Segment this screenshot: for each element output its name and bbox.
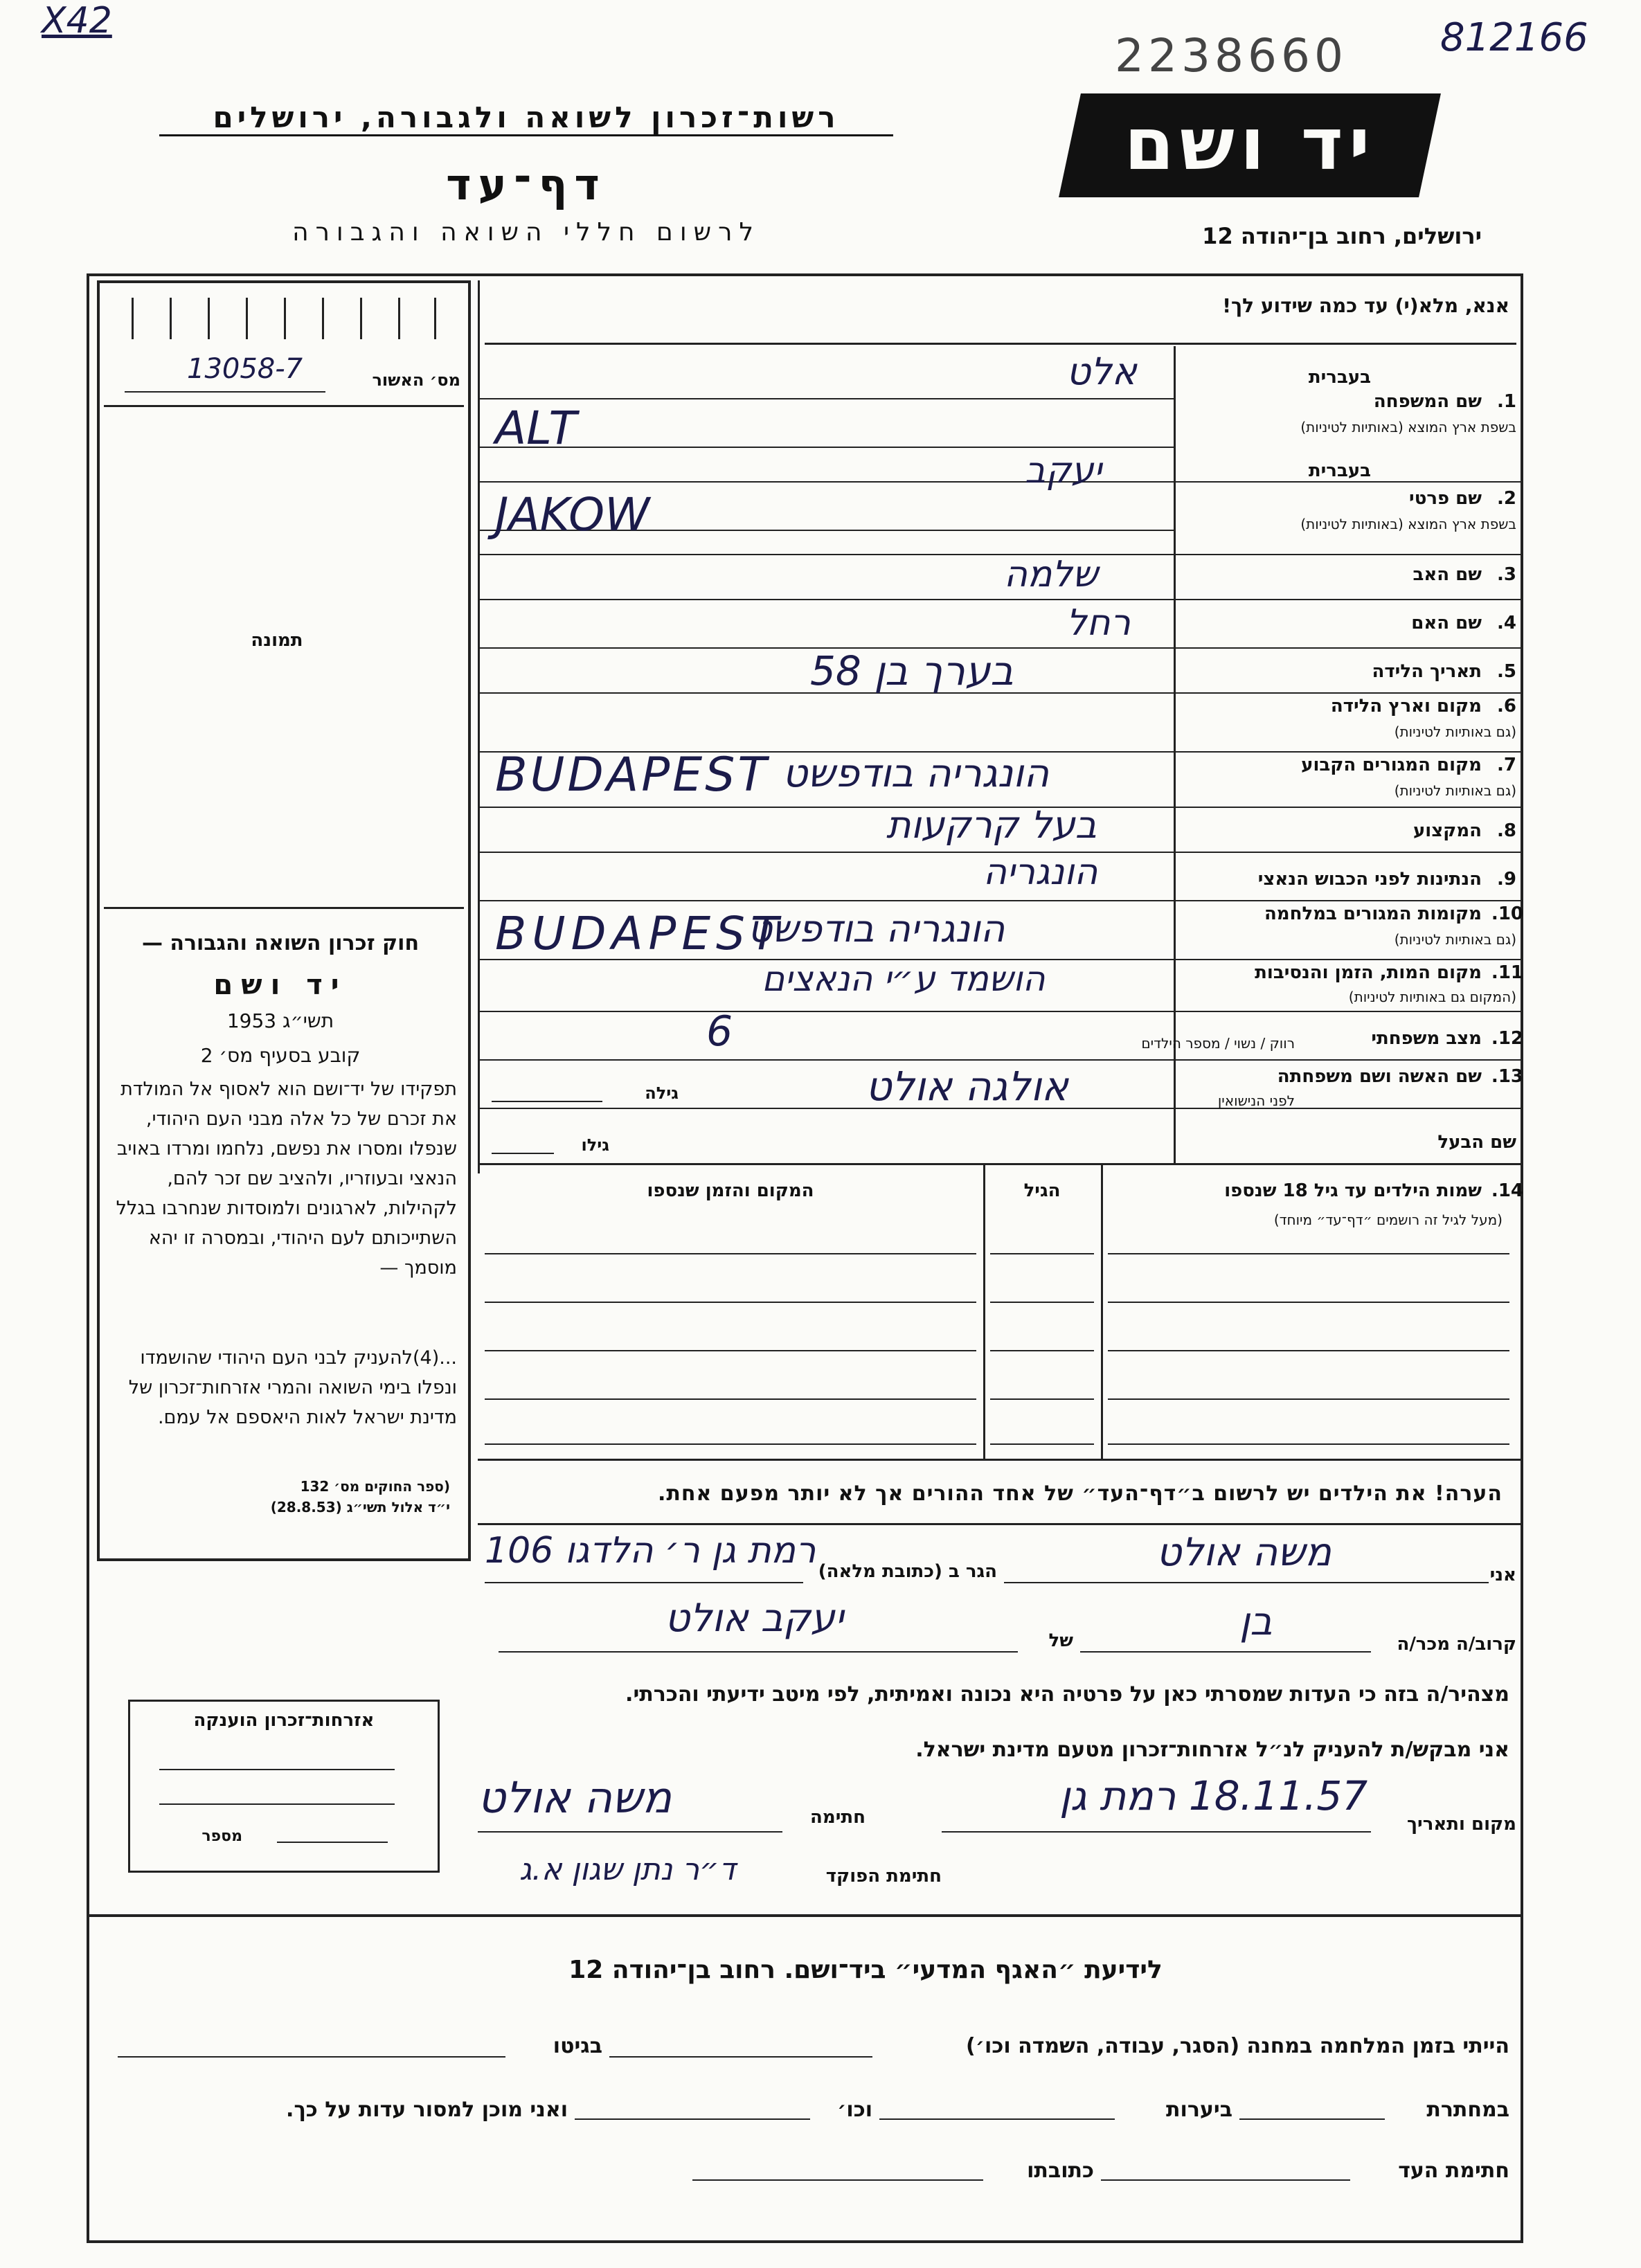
husband-label: שם הבעל xyxy=(1437,1132,1516,1153)
field-2-num: 2. xyxy=(1497,488,1516,509)
field-8-label: המקצוע xyxy=(1413,820,1482,841)
law-ref-1: (ספר החוקים מס׳ 132 xyxy=(300,1478,450,1495)
bottom-title: לידיעת ״האגף המדעי״ ביד־ושם. רחוב בן־יהודה 12 xyxy=(568,1956,1163,1984)
official-sig-label: חתימת הפוקד xyxy=(825,1866,942,1887)
field-6-num: 6. xyxy=(1497,696,1516,717)
field-10-num: 10. xyxy=(1491,903,1523,924)
children-col-place: המקום והזמן שנספו xyxy=(647,1180,814,1201)
decl-relative-label: קרוב/ה מכר/ה xyxy=(1397,1634,1516,1655)
decl-statement-1: מצהיר/ה בזה כי העדות שמסרתי כאן על פרטיה היא נכונה ואמיתית, לפי מיטב ידיעתי והכרתי. xyxy=(625,1682,1509,1707)
cert-number: 13058-7 xyxy=(187,353,303,385)
children-label: שמות הילדים עד גיל 18 שנספו xyxy=(1224,1180,1482,1201)
form-intro: אנא, מלא(י) עד כמה שידוע לך! xyxy=(1222,294,1509,317)
intro-underline xyxy=(485,343,1516,345)
note-divider xyxy=(478,1523,1523,1525)
field-11-value[interactable]: הושמד ע״י הנאצים xyxy=(762,959,1046,999)
field-11-sub: (המקום גם באותיות לטיניות) xyxy=(1348,989,1516,1005)
law-text-2: ...(4)להעניק לבני העם היהודי שהושמדו ונפלו בימי השואה והמרי אזרחות־זכרון של מדינת ישראל לאות היאספם אל עמם. xyxy=(128,1347,457,1428)
field-9-label: הנתינות לפני הכבוש הנאצי xyxy=(1257,869,1482,890)
field-9-num: 9. xyxy=(1497,869,1516,890)
file-code: X42 xyxy=(42,0,112,42)
field-7-value[interactable]: בעל קרקעות xyxy=(886,803,1097,847)
field-7-label: מקום המגורים הקבוע xyxy=(1301,755,1482,775)
field-5-num: 5. xyxy=(1497,661,1516,682)
field-12-num: 12. xyxy=(1491,1028,1523,1049)
field-13-num: 13. xyxy=(1491,1066,1523,1087)
cert-underline xyxy=(125,391,325,393)
field-6-value-he[interactable]: הונגריה בודפשט xyxy=(782,751,1050,796)
law-year: תשי״ג 1953 xyxy=(226,1009,334,1032)
children-sub: (מעל לגיל זה רושמים ״דף־עד״ מיוחד) xyxy=(1273,1212,1503,1228)
bottom-underground: במחתרת xyxy=(1426,2098,1509,2122)
citizenship-title: אזרחות־זכרון הוענקה xyxy=(193,1710,375,1731)
law-name: יד ושם xyxy=(213,969,348,1001)
field-10-sub: (גם באותיות לטיניות) xyxy=(1394,931,1516,948)
declarant-name[interactable]: משה אולט xyxy=(1156,1530,1331,1575)
field-4-num: 4. xyxy=(1497,613,1516,633)
field-5-value[interactable]: בערך בן 58 xyxy=(810,647,1014,694)
field-10-label: מקומות המגורים במלחמה xyxy=(1264,903,1482,924)
field-10-value-latin[interactable]: BUDAPEST xyxy=(495,907,784,960)
field-7-num: 7. xyxy=(1497,755,1516,775)
photo-divider xyxy=(104,907,464,909)
children-col-age: הגיל xyxy=(1023,1180,1061,1201)
field-2-sub: בשפת ארץ המוצא (באותיות לטיניות) xyxy=(1300,516,1516,532)
field-3-num: 3. xyxy=(1497,564,1516,585)
official-signature[interactable]: ד״ר נתן שגון א.ג xyxy=(519,1852,736,1887)
cert-label: מס׳ האשור xyxy=(372,370,460,390)
field-1-num: 1. xyxy=(1497,391,1516,412)
children-table xyxy=(478,1163,1523,1461)
field-1-value-latin[interactable]: ALT xyxy=(495,402,577,455)
logo-text: יד ושם xyxy=(1124,102,1376,186)
field-7-sub: (גם באותיות לטיניות) xyxy=(1394,782,1516,799)
law-title: חוק זכרון השואה והגבורה — xyxy=(141,931,420,955)
husband-age-line xyxy=(492,1153,554,1154)
wife-age-line xyxy=(492,1101,602,1102)
decl-relative-name[interactable]: יעקב אולט xyxy=(665,1596,844,1641)
field-3-value[interactable]: שלמה xyxy=(1004,554,1098,595)
law-ref-2: י״ד אלול תשי״ג (28.8.53) xyxy=(270,1499,450,1515)
field-5-label: תאריך הלידה xyxy=(1372,661,1482,682)
field-3-label: שם האב xyxy=(1413,564,1482,585)
signature-label: חתימה xyxy=(810,1807,866,1828)
field-2-value-he[interactable]: יעקב xyxy=(1025,450,1102,492)
decl-relation[interactable]: בן xyxy=(1239,1599,1273,1644)
value-column-divider xyxy=(478,280,480,1173)
field-11-num: 11. xyxy=(1491,962,1523,983)
field-2-label: שם פרטי xyxy=(1409,488,1482,509)
field-2-value-latin[interactable]: JAKOW xyxy=(495,488,650,541)
field-6-sub: (גם באותיות לטיניות) xyxy=(1394,723,1516,740)
field-6-value-latin[interactable]: BUDAPEST xyxy=(495,748,769,802)
decl-of-label: של xyxy=(1048,1630,1073,1651)
cert-tick-boxes xyxy=(132,298,436,339)
header-address: ירושלים, רחוב בן־יהודה 12 xyxy=(1202,223,1482,249)
lang-hebrew-1: בעברית xyxy=(1308,367,1371,388)
field-8-value[interactable]: הונגריה xyxy=(983,852,1098,893)
signature[interactable]: משה אולט xyxy=(478,1772,672,1823)
decl-statement-2: אני מבקש/ת להעניק לנ״ל אזרחות־זכרון מטעם מדינת ישראל. xyxy=(915,1738,1509,1762)
form-subtitle: לרשום חללי השואה והגבורה xyxy=(292,218,760,246)
place-date-value[interactable]: 18.11.57 רמת גן xyxy=(1059,1772,1368,1819)
children-note: הערה! את הילדים יש לרשום ב״דף־העד״ של אחד ההורים אך לא יותר מפעם אחת. xyxy=(658,1482,1503,1506)
citizenship-number-label: מספר xyxy=(201,1828,242,1845)
place-date-label: מקום ותאריך xyxy=(1407,1814,1516,1835)
bottom-forests: ביערות xyxy=(1166,2098,1232,2122)
field-4-value[interactable]: רחל xyxy=(1066,602,1131,644)
form-title: דף־עד xyxy=(446,159,607,210)
law-clause: קובע בסעיף מס׳ 2 xyxy=(200,1044,361,1067)
field-12-sub: רווק / נשוי / מספר הילדים xyxy=(1141,1035,1295,1052)
cert-divider xyxy=(104,405,464,407)
field-1-label: שם המשפחה xyxy=(1373,391,1482,412)
bottom-address: כתובתו xyxy=(1027,2159,1094,2183)
photo-label: תמונה xyxy=(251,630,303,651)
husband-age-label: גילו xyxy=(581,1135,609,1155)
lang-hebrew-2: בעברית xyxy=(1308,460,1371,481)
field-13-sub: לפני הנישואין xyxy=(1217,1092,1295,1109)
field-6-label: מקום וארץ הלידה xyxy=(1330,696,1482,717)
field-1-sub: בשפת ארץ המוצא (באותיות לטיניות) xyxy=(1300,419,1516,435)
decl-living-label: הגר ב (כתובת מלאה) xyxy=(818,1561,997,1582)
field-4-label: שם האם xyxy=(1411,613,1482,633)
field-10-value-he[interactable]: הונגריה בודפשט xyxy=(748,907,1005,951)
field-13-label: שם האשה ושם משפחתה xyxy=(1277,1066,1482,1087)
field-12-label: מצב משפחתי xyxy=(1371,1028,1482,1049)
children-num: 14. xyxy=(1491,1180,1523,1201)
decl-i-label: אני xyxy=(1489,1565,1516,1585)
bottom-ready: ואני מוכן למסור עדות על כך. xyxy=(286,2098,568,2122)
field-8-num: 8. xyxy=(1497,820,1516,841)
wife-age-label: גילה xyxy=(645,1083,679,1103)
bottom-etc: וכו׳ xyxy=(837,2098,872,2122)
field-12-value[interactable]: 6 xyxy=(706,1007,733,1056)
bottom-divider xyxy=(87,1914,1523,1917)
bottom-witness-sig: חתימת העד xyxy=(1398,2159,1509,2183)
handwritten-number: 812166 xyxy=(1440,15,1588,60)
law-text: תפקידו של יד־ושם הוא לאסוף אל המולדת את זכרם של כל אלה מבני העם היהודי, שנפלו ומסרו את נפשם, נלחמו ומרדו באויב הנאצי ובעוזריו, ולהציב שם זכר להם, לקהילות, לארגונים ולמוסדות שנחרבו בגלל השתייכותם לעם היהודי, ובמסרה זו יהא מוסמך — xyxy=(116,1079,457,1279)
bottom-ghetto: בגיטו xyxy=(553,2034,602,2058)
bottom-line-1: הייתי בזמן המלחמה במחנה (הסגר, עבודה, השמדה וכו׳) xyxy=(966,2034,1509,2058)
field-13-value[interactable]: אולגה אולט xyxy=(866,1063,1068,1110)
stamp-number: 2238660 xyxy=(1115,29,1347,82)
declarant-address[interactable]: רמת גן ר׳ הלדגו 106 xyxy=(485,1530,816,1572)
authority-heading: רשות־זכרון לשואה ולגבורה, ירושלים xyxy=(159,100,893,136)
field-11-label: מקום המות, הזמן והנסיבות xyxy=(1255,962,1482,983)
field-1-value-he[interactable]: אלט xyxy=(1066,350,1137,393)
